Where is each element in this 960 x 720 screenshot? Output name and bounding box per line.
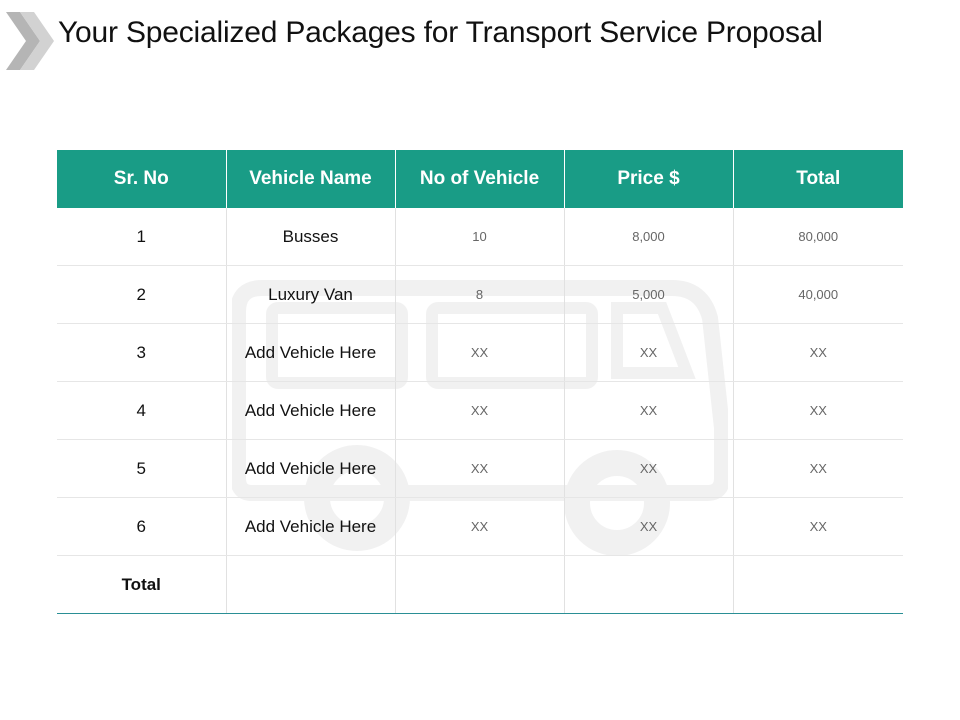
header-vehicle-name: Vehicle Name: [226, 150, 395, 208]
cell-count: XX: [395, 440, 564, 498]
table-row: [57, 382, 903, 440]
table-row: [57, 324, 903, 382]
cell-count: 10: [395, 208, 564, 266]
cell-sr: 4: [57, 382, 226, 440]
cell-total: XX: [733, 498, 903, 556]
table-total-row: [57, 556, 903, 614]
cell-sr: 2: [57, 266, 226, 324]
cell-count: XX: [395, 324, 564, 382]
table-row: [57, 208, 903, 266]
header-no-of-vehicle: No of Vehicle: [395, 150, 564, 208]
cell-sr: 5: [57, 440, 226, 498]
cell-total: XX: [733, 382, 903, 440]
cell-price: XX: [564, 382, 733, 440]
header-price: Price $: [564, 150, 733, 208]
cell-count: XX: [395, 382, 564, 440]
cell-price: 5,000: [564, 266, 733, 324]
cell-total: 80,000: [733, 208, 903, 266]
table-row: [57, 440, 903, 498]
header-sr-no: Sr. No: [57, 150, 226, 208]
cell-sr: 1: [57, 208, 226, 266]
total-cell-empty: [395, 556, 564, 614]
table-row: [57, 498, 903, 556]
cell-vehicle-name: Add Vehicle Here: [226, 382, 395, 440]
total-cell-empty: [564, 556, 733, 614]
cell-price: XX: [564, 324, 733, 382]
cell-total: XX: [733, 324, 903, 382]
double-chevron-icon: [6, 12, 56, 70]
cell-sr: 6: [57, 498, 226, 556]
total-cell-empty: [733, 556, 903, 614]
cell-count: XX: [395, 498, 564, 556]
table-row: [57, 266, 903, 324]
page-title: Your Specialized Packages for Transport Service Proposal: [58, 16, 823, 49]
cell-vehicle-name: Busses: [226, 208, 395, 266]
cell-vehicle-name: Luxury Van: [226, 266, 395, 324]
packages-table: [57, 150, 903, 614]
cell-price: XX: [564, 440, 733, 498]
total-cell-empty: [226, 556, 395, 614]
cell-price: XX: [564, 498, 733, 556]
cell-vehicle-name: Add Vehicle Here: [226, 498, 395, 556]
cell-sr: 3: [57, 324, 226, 382]
cell-vehicle-name: Add Vehicle Here: [226, 440, 395, 498]
cell-vehicle-name: Add Vehicle Here: [226, 324, 395, 382]
cell-price: 8,000: [564, 208, 733, 266]
table-header-row: [57, 150, 903, 208]
total-label: Total: [57, 556, 226, 614]
cell-total: XX: [733, 440, 903, 498]
header-total: Total: [733, 150, 903, 208]
cell-count: 8: [395, 266, 564, 324]
cell-total: 40,000: [733, 266, 903, 324]
